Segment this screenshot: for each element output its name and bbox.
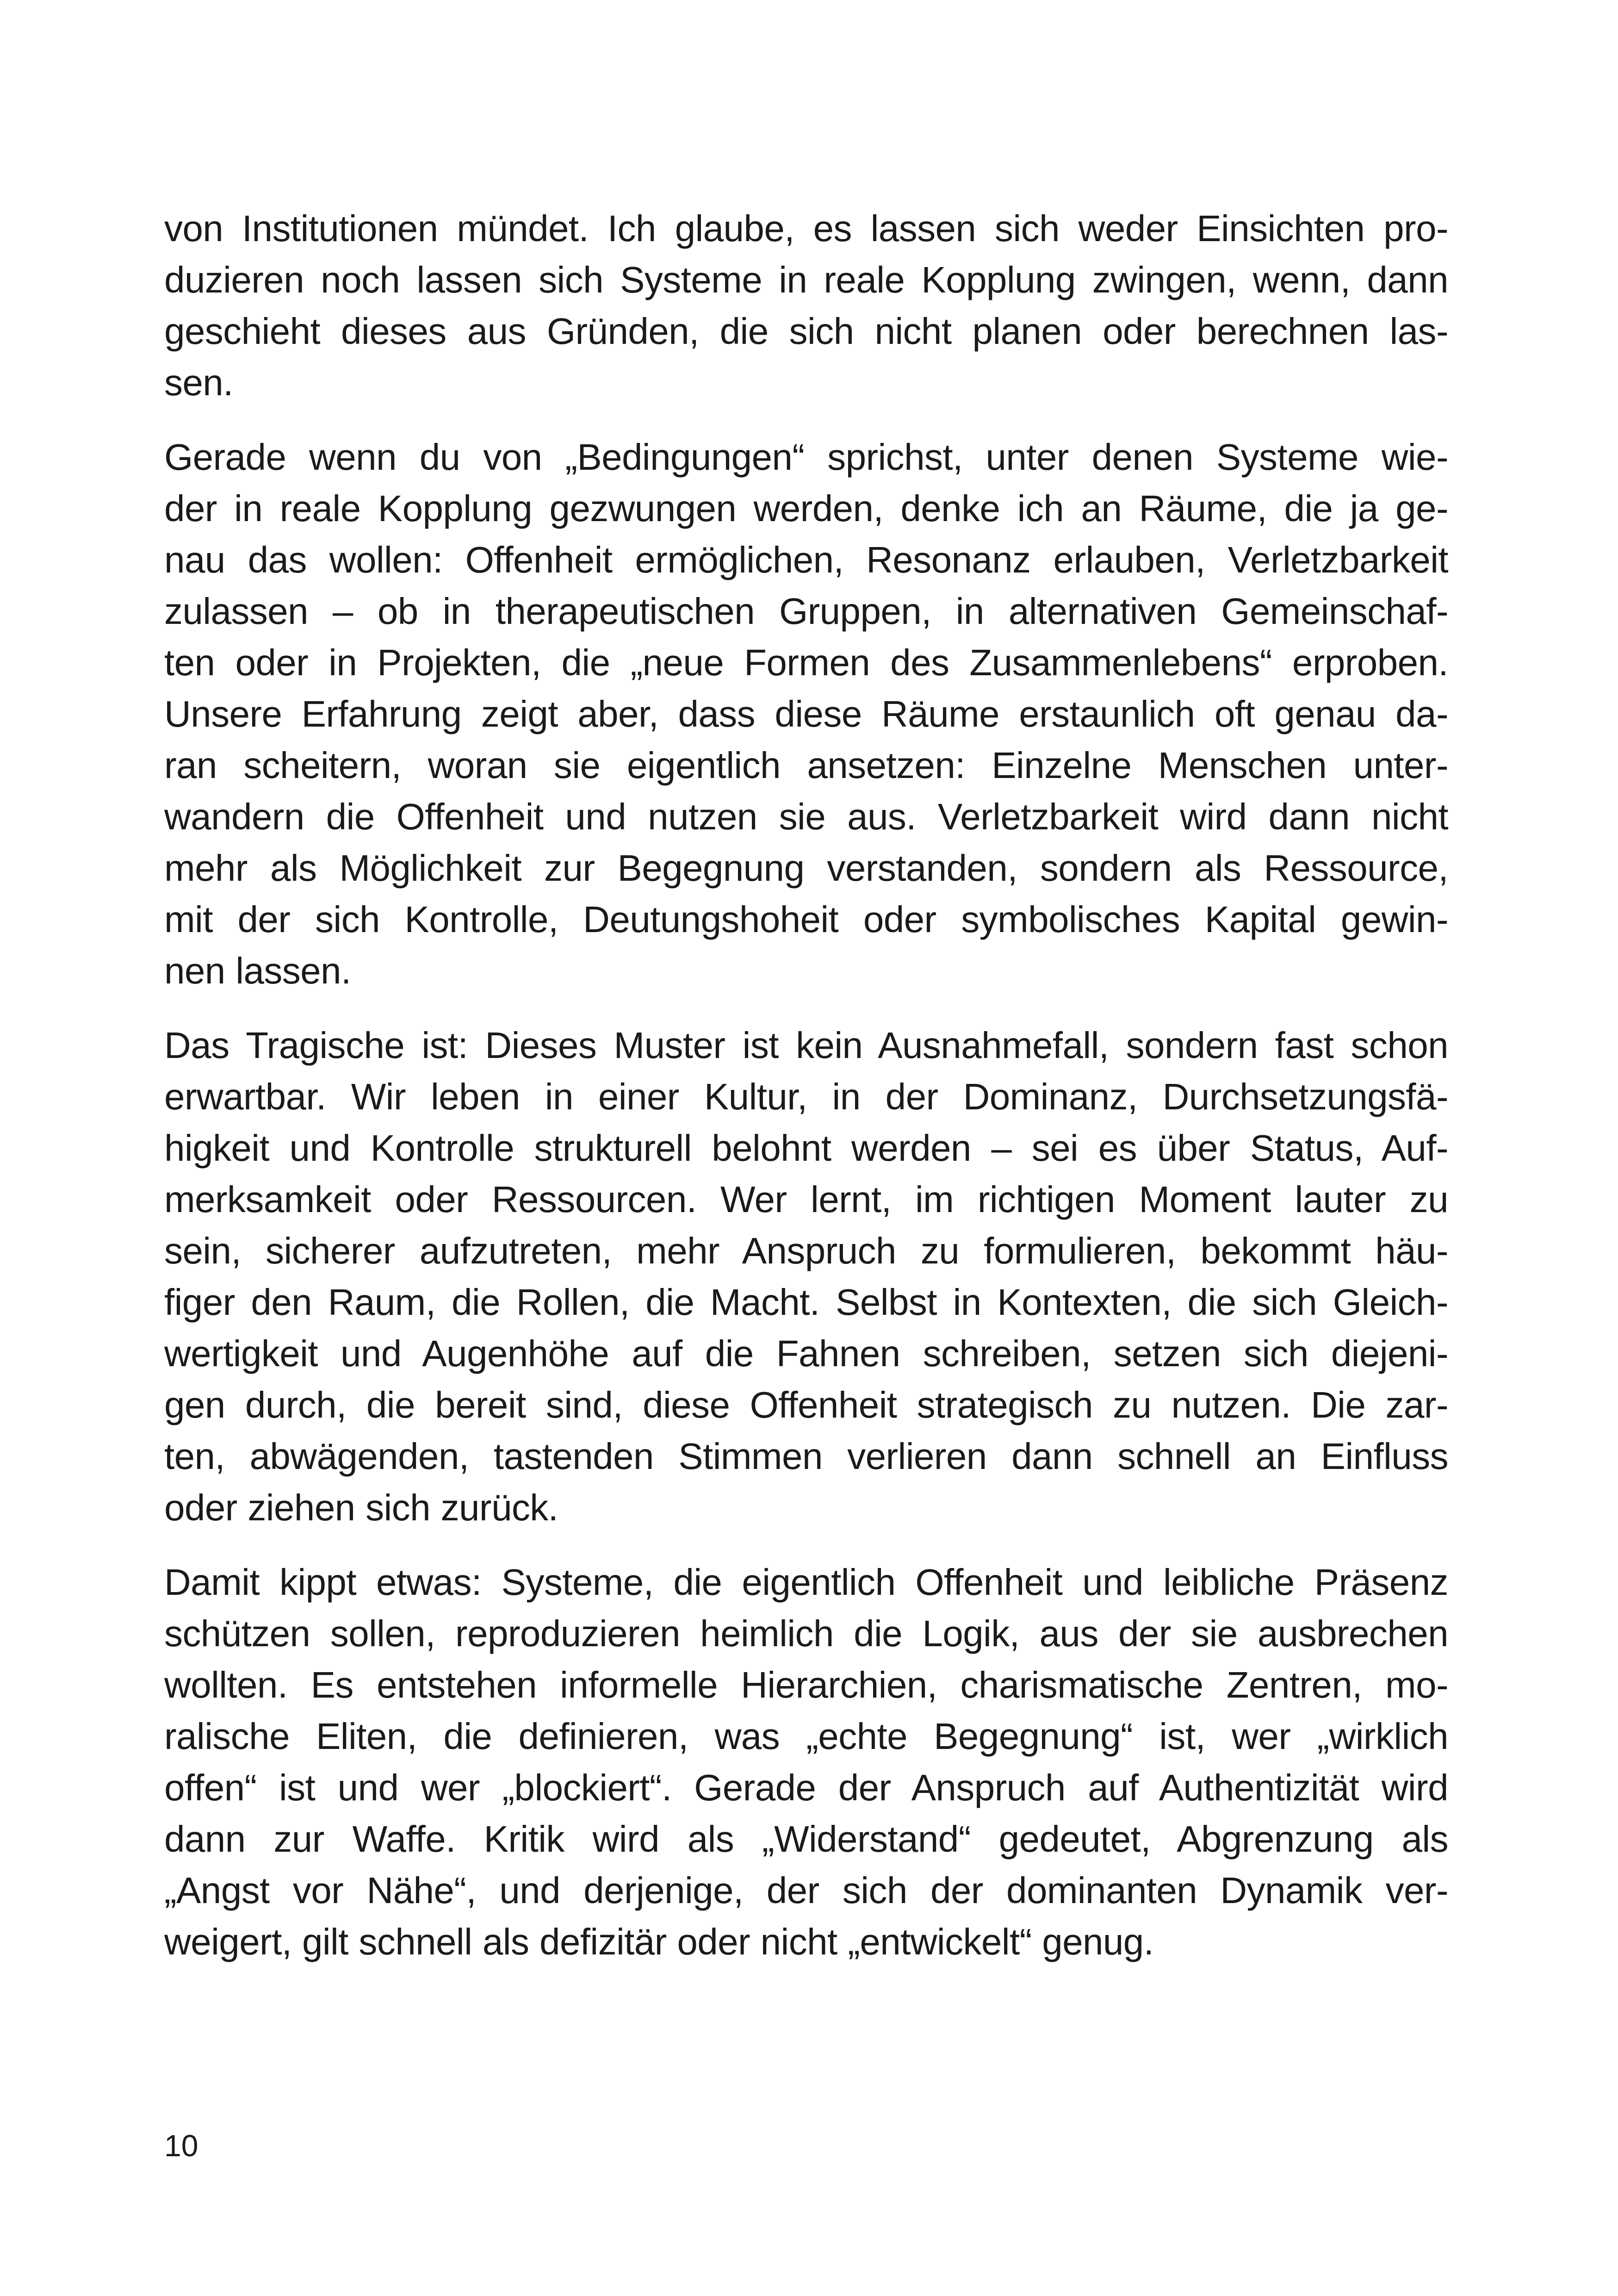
text-line: dann zur Waffe. Kritik wird als „Widerstand“ gedeutet, Abgrenzung als [164, 1818, 1448, 1860]
text-line: mit der sich Kontrolle, Deutungshoheit oder symbolisches Kapital gewin- [164, 899, 1448, 940]
text-line: wertigkeit und Augenhöhe auf die Fahnen schreiben, setzen sich diejeni- [164, 1333, 1448, 1374]
text-line: „Angst vor Nähe“, und derjenige, der sich der dominanten Dynamik ver- [164, 1870, 1448, 1911]
text-line: gen durch, die bereit sind, diese Offenheit strategisch zu nutzen. Die zar- [164, 1384, 1448, 1425]
text-line: ran scheitern, woran sie eigentlich ansetzen: Einzelne Menschen unter- [164, 745, 1448, 786]
text-line: weigert, gilt schnell als defizitär oder nicht „entwickelt“ genug. [164, 1921, 1154, 1962]
text-line: offen“ ist und wer „blockiert“. Gerade der Anspruch auf Authentizität wird [164, 1767, 1448, 1808]
text-line: merksamkeit oder Ressourcen. Wer lernt, im richtigen Moment lauter zu [164, 1179, 1448, 1220]
text-line: wollten. Es entstehen informelle Hierarchien, charismatische Zentren, mo- [164, 1664, 1448, 1705]
text-line: erwartbar. Wir leben in einer Kultur, in der Dominanz, Durchsetzungsfä- [164, 1076, 1448, 1117]
text-line: ralische Eliten, die definieren, was „echte Begegnung“ ist, wer „wirklich [164, 1716, 1448, 1757]
text-line: ten oder in Projekten, die „neue Formen des Zusammenlebens“ erproben. [164, 642, 1448, 683]
page-number: 10 [164, 2128, 198, 2163]
text-line: figer den Raum, die Rollen, die Macht. Selbst in Kontexten, die sich Gleich- [164, 1282, 1448, 1323]
text-line: nau das wollen: Offenheit ermöglichen, Resonanz erlauben, Verletzbarkeit [164, 539, 1448, 580]
text-line: oder ziehen sich zurück. [164, 1487, 558, 1528]
text-line: wandern die Offenheit und nutzen sie aus. Verletzbarkeit wird dann nicht [164, 796, 1448, 837]
text-line: der in reale Kopplung gezwungen werden, denke ich an Räume, die ja ge- [164, 488, 1448, 529]
text-line: von Institutionen mündet. Ich glaube, es lassen sich weder Einsichten pro- [164, 208, 1448, 249]
text-line: zulassen – ob in therapeutischen Gruppen, in alternativen Gemeinschaf- [164, 591, 1448, 632]
text-line: duzieren noch lassen sich Systeme in reale Kopplung zwingen, wenn, dann [164, 259, 1448, 300]
text-line: mehr als Möglichkeit zur Begegnung verstanden, sondern als Ressource, [164, 847, 1448, 889]
body-text [164, 203, 1448, 1967]
text-line: ten, abwägenden, tastenden Stimmen verlieren dann schnell an Einfluss [164, 1436, 1448, 1477]
text-line: higkeit und Kontrolle strukturell belohnt werden – sei es über Status, Auf- [164, 1127, 1448, 1169]
text-line: geschieht dieses aus Gründen, die sich nicht planen oder berechnen las- [164, 311, 1448, 352]
paragraph-4 [164, 1556, 1448, 1967]
text-line: schützen sollen, reproduzieren heimlich die Logik, aus der sie ausbrechen [164, 1613, 1448, 1654]
text-line: Gerade wenn du von „Bedingungen“ sprichst, unter denen Systeme wie- [164, 436, 1448, 478]
text-line: Unsere Erfahrung zeigt aber, dass diese Räume erstaunlich oft genau da- [164, 693, 1448, 734]
paragraph-3 [164, 1020, 1448, 1533]
text-line: Das Tragische ist: Dieses Muster ist kein Ausnahmefall, sondern fast schon [164, 1025, 1448, 1066]
paragraph-1 [164, 203, 1448, 408]
text-line: Damit kippt etwas: Systeme, die eigentlich Offenheit und leibliche Präsenz [164, 1562, 1448, 1603]
text-line: sein, sicherer aufzutreten, mehr Anspruch zu formulieren, bekommt häu- [164, 1230, 1448, 1271]
text-line: nen lassen. [164, 950, 351, 991]
text-line: sen. [164, 362, 233, 403]
paragraph-2 [164, 431, 1448, 996]
